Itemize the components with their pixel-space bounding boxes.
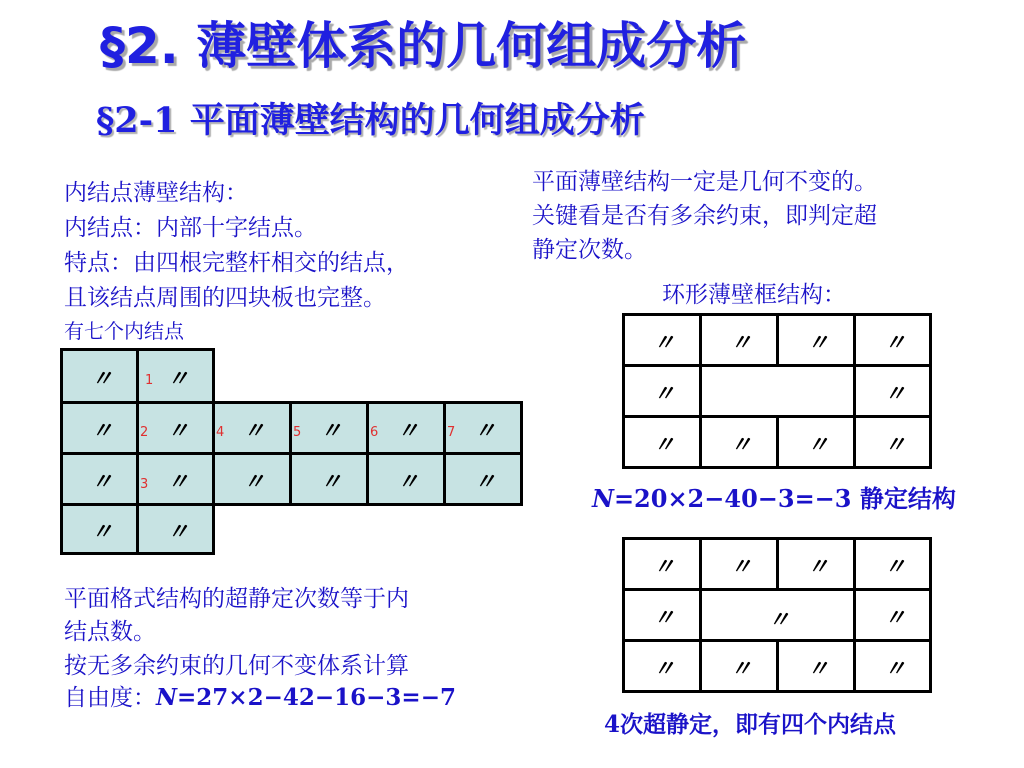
formula-variable: N (156, 684, 178, 711)
frame-panel (622, 364, 702, 418)
panel-mark: 〃 (474, 469, 493, 495)
grid-panel (366, 452, 446, 506)
panel-mark: 〃 (397, 418, 416, 444)
panel-mark: 〃 (768, 607, 787, 633)
frame-panel (622, 588, 702, 642)
panel-mark: 〃 (730, 330, 749, 356)
panel-mark: 〃 (397, 469, 416, 495)
left-text-line-3: 特点：由四根完整杆相交的结点， (64, 250, 409, 276)
formula-expression: =20×2−40−3=−3 静定结构 (613, 484, 956, 513)
frame-opening (699, 364, 856, 418)
panel-mark: 〃 (167, 469, 186, 495)
frame-panel (699, 639, 779, 693)
frame-panel (699, 415, 779, 469)
panel-mark: 〃 (320, 418, 339, 444)
frame-panel (622, 639, 702, 693)
panel-mark: 〃 (807, 432, 826, 458)
left-bottom-line-3: 按无多余约束的几何不变体系计算 (64, 653, 409, 679)
panel-mark: 〃 (884, 605, 903, 631)
panel-mark: 〃 (653, 554, 672, 580)
grid-panel (289, 452, 369, 506)
inner-node-tick: 6 (370, 425, 379, 440)
panel-mark: 〃 (91, 519, 110, 545)
left-text-line-2: 内结点：内部十字结点。 (64, 215, 317, 241)
panel-mark: 〃 (320, 469, 339, 495)
grid-panel (60, 452, 139, 506)
grid-panel (60, 503, 139, 555)
panel-mark: 〃 (91, 418, 110, 444)
frame-panel (776, 639, 856, 693)
left-text-line-4: 且该结点周围的四块板也完整。 (64, 285, 386, 311)
frame-panel (699, 313, 779, 367)
slide-subtitle: §2-1 平面薄壁结构的几何组成分析 (96, 100, 645, 141)
panel-mark: 〃 (243, 469, 262, 495)
panel-mark: 〃 (474, 418, 493, 444)
right-text-line-3: 静定次数。 (532, 237, 647, 263)
frame-panel (853, 588, 932, 642)
grid-panel (212, 452, 292, 506)
grid-panel (443, 452, 523, 506)
panel-mark: 〃 (167, 519, 186, 545)
panel-mark: 〃 (167, 366, 186, 392)
frame-panel (853, 537, 932, 591)
panel-mark: 〃 (884, 381, 903, 407)
panel-mark: 〃 (653, 330, 672, 356)
inner-node-tick: 3 (140, 477, 149, 492)
panel-mark: 〃 (884, 432, 903, 458)
frame-panel (853, 415, 932, 469)
frame-panel (699, 537, 779, 591)
panel-mark: 〃 (167, 418, 186, 444)
panel-mark: 〃 (807, 656, 826, 682)
frame-2-caption: 4次超静定，即有四个内结点 (604, 711, 897, 738)
frame-center-panel (699, 588, 856, 642)
left-bottom-line-2: 结点数。 (64, 619, 156, 645)
frame-structure-title: 环形薄壁框结构： (662, 282, 846, 308)
panel-mark: 〃 (807, 330, 826, 356)
inner-node-count-note: 有七个内结点 (64, 319, 184, 343)
panel-mark: 〃 (730, 432, 749, 458)
panel-mark: 〃 (730, 656, 749, 682)
left-formula-line (64, 681, 456, 715)
inner-node-tick: 5 (293, 425, 302, 440)
frame-panel (622, 313, 702, 367)
left-text-line-1: 内结点薄壁结构： (64, 180, 248, 206)
frame-panel (622, 415, 702, 469)
inner-node-tick: 4 (216, 425, 225, 440)
frame-panel (853, 313, 932, 367)
inner-node-tick: 7 (447, 425, 456, 440)
panel-mark: 〃 (653, 656, 672, 682)
frame-panel (853, 364, 932, 418)
right-text-line-1: 平面薄壁结构一定是几何不变的。 (532, 169, 877, 195)
panel-mark: 〃 (243, 418, 262, 444)
frame-1-formula (592, 483, 956, 515)
slide-title: §2. 薄壁体系的几何组成分析 (100, 17, 747, 75)
formula-label: 自由度： (64, 685, 156, 711)
grid-panel (60, 401, 139, 455)
frame-panel (776, 415, 856, 469)
grid-panel (60, 348, 139, 404)
panel-mark: 〃 (807, 554, 826, 580)
panel-mark: 〃 (884, 554, 903, 580)
panel-mark: 〃 (730, 554, 749, 580)
panel-mark: 〃 (653, 381, 672, 407)
frame-panel (622, 537, 702, 591)
left-bottom-line-1: 平面格式结构的超静定次数等于内 (64, 586, 409, 612)
right-text-line-2: 关键看是否有多余约束，即判定超 (532, 203, 877, 229)
panel-mark: 〃 (91, 366, 110, 392)
panel-mark: 〃 (653, 432, 672, 458)
inner-node-tick: 1 (145, 373, 154, 388)
frame-panel (776, 313, 856, 367)
frame-panel (853, 639, 932, 693)
grid-panel (136, 503, 215, 555)
formula-expression: =27×2−42−16−3=−7 (177, 684, 456, 711)
panel-mark: 〃 (91, 469, 110, 495)
panel-mark: 〃 (884, 656, 903, 682)
inner-node-tick: 2 (140, 425, 149, 440)
panel-mark: 〃 (653, 605, 672, 631)
frame-panel (776, 537, 856, 591)
panel-mark: 〃 (884, 330, 903, 356)
formula-variable: N (592, 484, 614, 513)
